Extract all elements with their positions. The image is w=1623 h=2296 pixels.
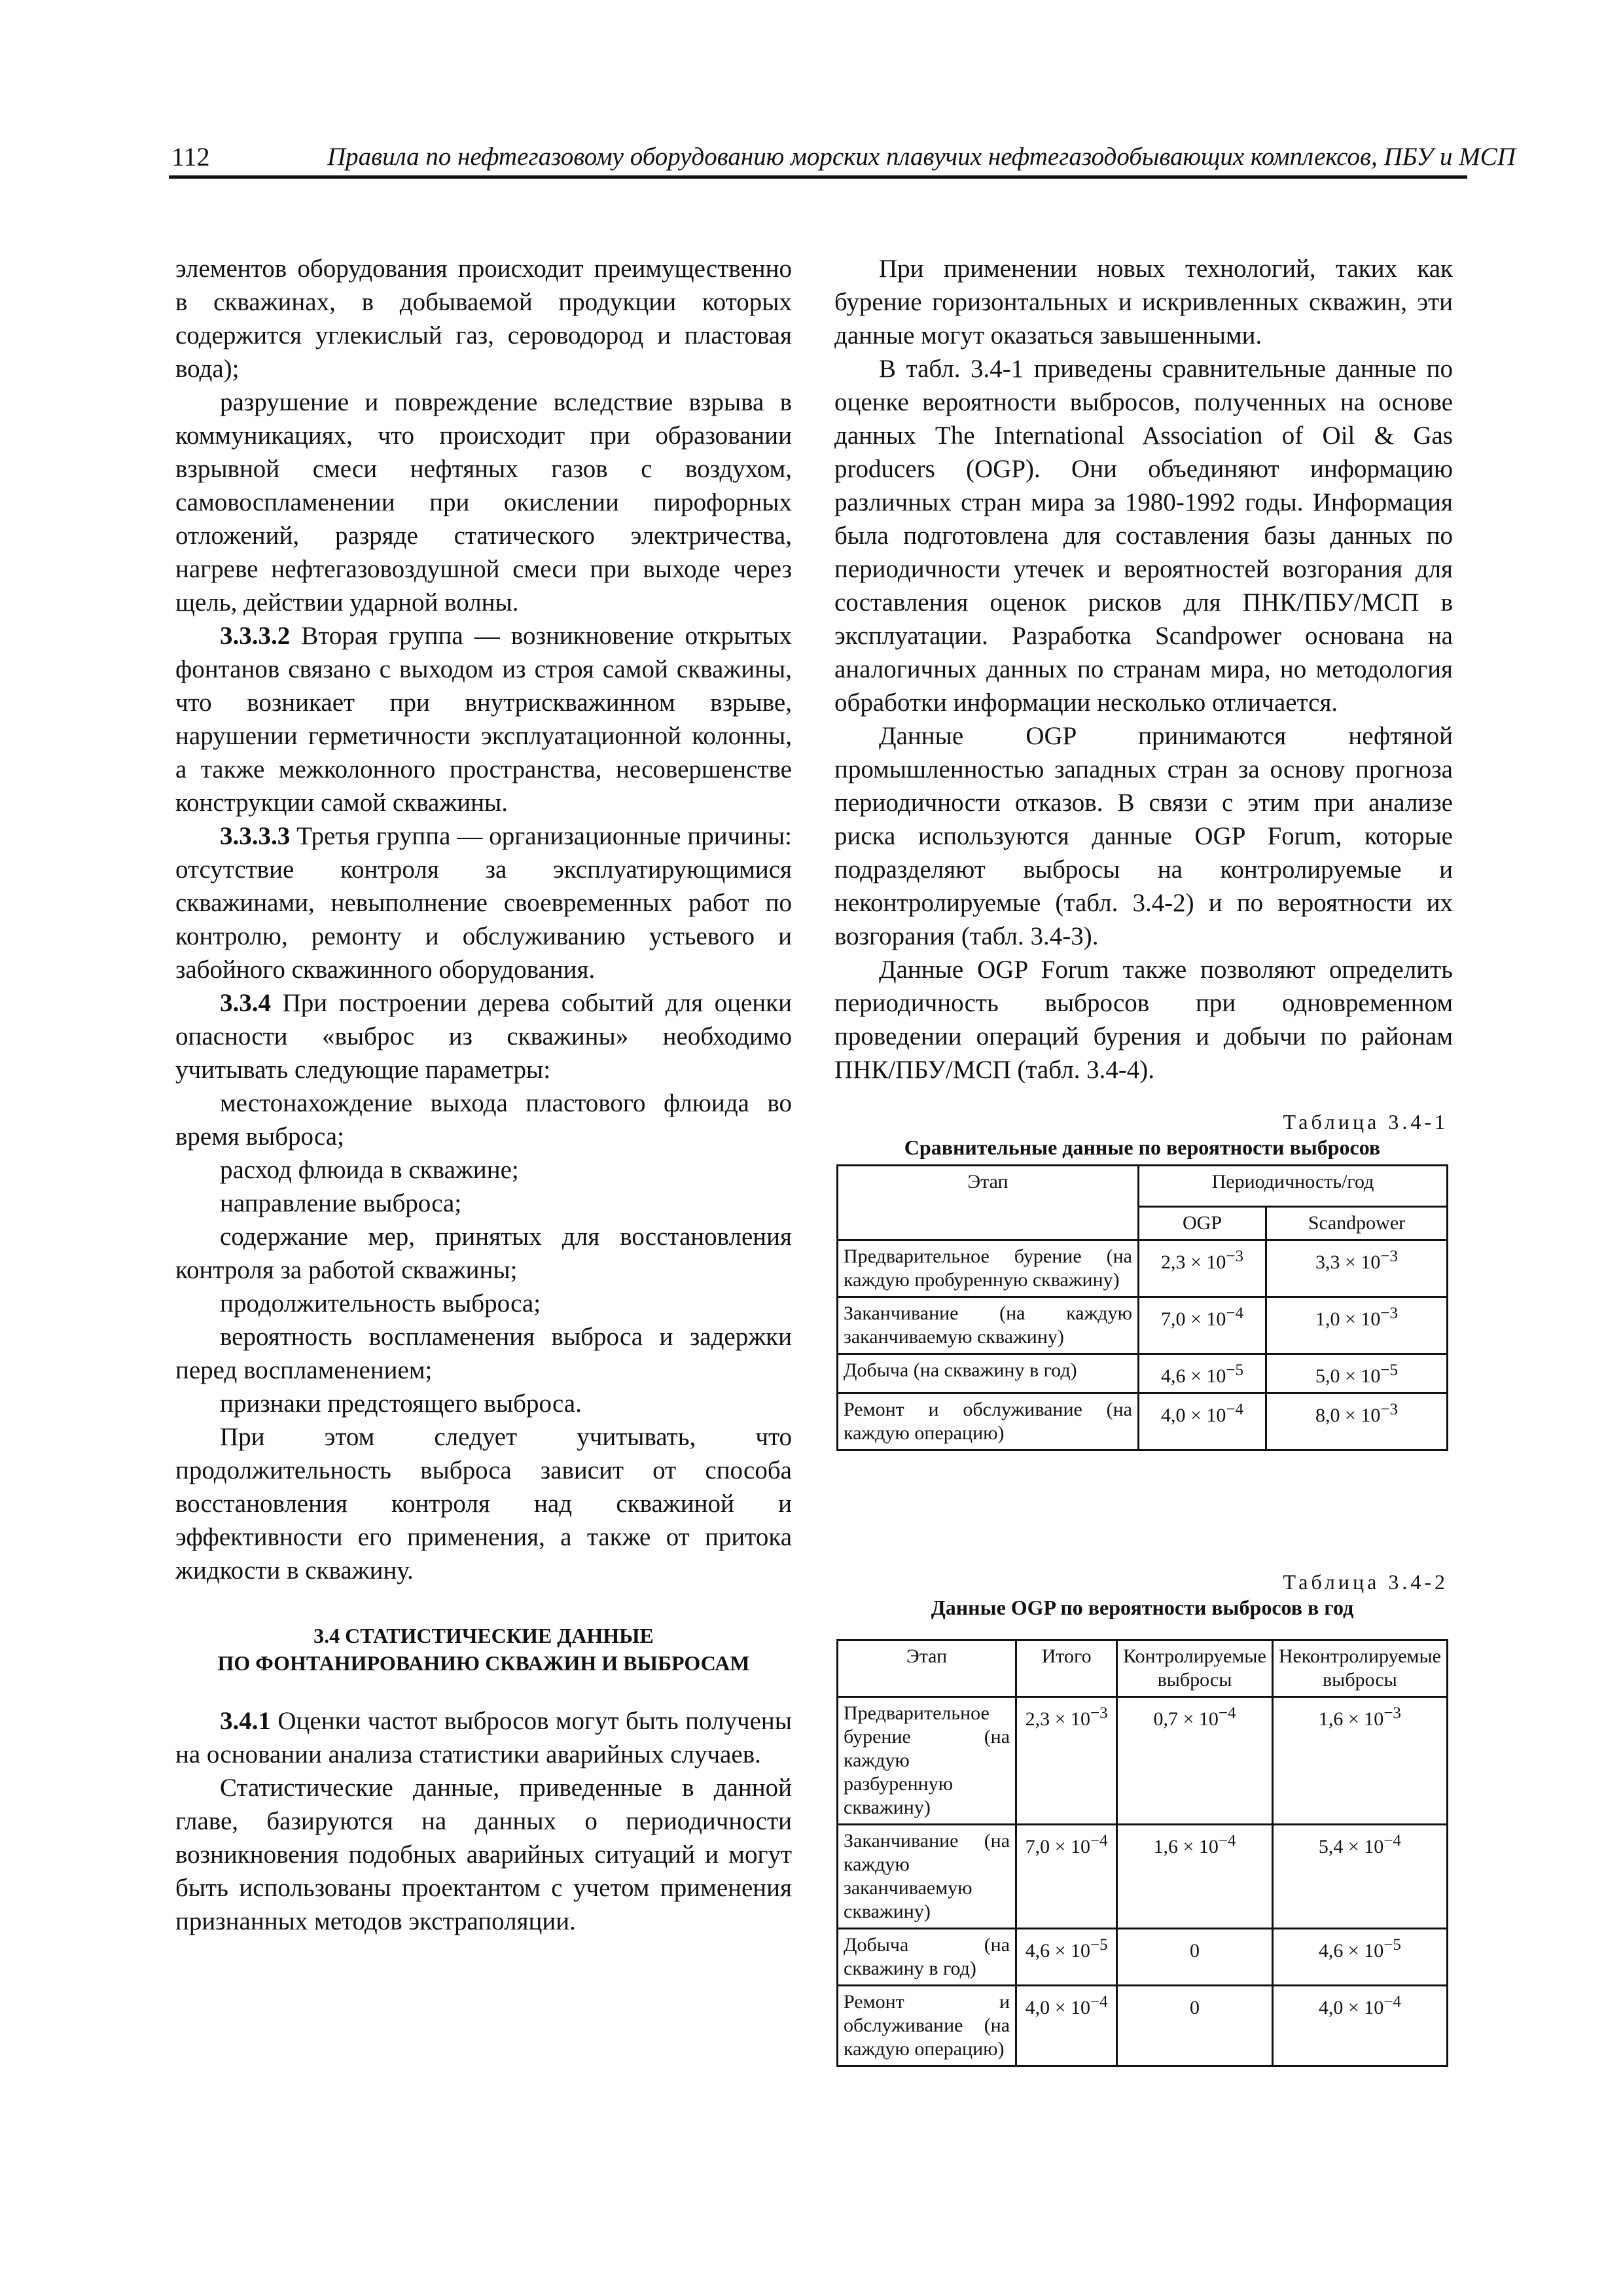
header-cell: Scandpower bbox=[1266, 1207, 1448, 1240]
table-row bbox=[838, 1697, 1448, 1825]
section-block bbox=[175, 1622, 792, 1938]
value-base: 1,6 × 10 bbox=[1153, 1836, 1219, 1857]
value-base: 1,6 × 10 bbox=[1318, 1708, 1384, 1730]
stage-cell: Добыча (на скважину в год) bbox=[838, 1354, 1139, 1393]
paragraph: разрушение и повреждение вследствие взрыва в коммуникациях, что происходит при образовании взрывной смеси нефтяных газов с воздухом, самовоспламенении при окислении пирофорных отложений, разряде статического электричества, нагреве нефтегазовоздушной смеси при выходе через щель, действии ударной волны. bbox=[175, 388, 792, 617]
right-column bbox=[834, 252, 1453, 1086]
list-item: продолжительность выброса; bbox=[220, 1289, 541, 1318]
stage-cell: Добыча (на скважину в год) bbox=[838, 1929, 1016, 1986]
value-base: 4,0 × 10 bbox=[1025, 1997, 1090, 2018]
value-base: 4,6 × 10 bbox=[1025, 1940, 1090, 1962]
table-3-4-1 bbox=[836, 1164, 1448, 1451]
paragraph-text: Третья группа — организационные причины: отсутствие контроля за эксплуатирующимися скважинами, невыполнение своевременных работ по контролю, ремонту и обслуживанию устьевого и забойного скважинного оборудования. bbox=[175, 822, 792, 984]
paragraph-text: Вторая группа — возникновение открытых фонтанов связано с выходом из строя самой скважины, что возникает при внутрискважинном взрыве, нарушении герметичности эксплуатационной колонны, а также межколонного пространства, несовершенстве конструкции самой скважины. bbox=[175, 622, 792, 817]
value-base: 7,0 × 10 bbox=[1025, 1836, 1090, 1857]
list-item: содержание мер, принятых для восстановления контроля за работой скважины; bbox=[175, 1223, 792, 1284]
running-title: Правила по нефтегазовому оборудованию морских плавучих нефтегазодобывающих комплексов, ПБУ и МСП bbox=[327, 143, 1516, 171]
table-header-row bbox=[838, 1166, 1448, 1207]
value-base: 3,3 × 10 bbox=[1315, 1251, 1381, 1273]
value-base: 4,0 × 10 bbox=[1160, 1405, 1226, 1426]
value-exponent: −4 bbox=[1218, 1832, 1236, 1850]
paragraph bbox=[175, 619, 792, 819]
value-exponent: −3 bbox=[1380, 1304, 1399, 1322]
clause-number: 3.3.3.3 bbox=[220, 822, 291, 850]
header-cell: Контролируемые выбросы bbox=[1117, 1640, 1273, 1697]
value-base: 5,0 × 10 bbox=[1315, 1365, 1381, 1387]
value-base: 2,3 × 10 bbox=[1160, 1251, 1226, 1273]
stage-cell: Предварительное бурение (на каждую разбуренную скважину) bbox=[838, 1697, 1016, 1825]
table-row bbox=[838, 1929, 1448, 1986]
value-exponent: −5 bbox=[1380, 1361, 1399, 1379]
value-cell bbox=[1117, 1825, 1273, 1929]
left-column bbox=[175, 252, 792, 1587]
value-cell bbox=[1016, 1986, 1117, 2066]
value-cell bbox=[1117, 1986, 1273, 2066]
paragraph: элементов оборудования происходит преимущественно в скважинах, в добываемой продукции которых содержится углекислый газ, сероводород и пластовая вода); bbox=[175, 255, 792, 383]
list-item: вероятность воспламенения выброса и задержки перед воспламенением; bbox=[175, 1323, 792, 1384]
table-row bbox=[838, 1297, 1448, 1354]
table-row bbox=[838, 1825, 1448, 1929]
value-exponent: −3 bbox=[1383, 1704, 1401, 1722]
paragraph: Статистические данные, приведенные в данной главе, базируются на данных о периодичности возникновения подобных аварийных ситуаций и могут быть использованы проектантом с учетом применения признанных методов экстраполяции. bbox=[175, 1774, 792, 1935]
paragraph bbox=[175, 819, 792, 986]
table-label: Таблица 3.4-1 bbox=[1283, 1110, 1448, 1134]
value-base: 4,0 × 10 bbox=[1318, 1997, 1384, 2018]
value-exponent: −3 bbox=[1090, 1704, 1108, 1722]
clause-number: 3.4.1 bbox=[220, 1707, 271, 1735]
value-base: 4,6 × 10 bbox=[1318, 1940, 1384, 1962]
paragraph: В табл. 3.4-1 приведены сравнительные данные по оценке вероятности выбросов, полученных на основе данных The International Association of Oil & Gas producers (OGP). Они объединяют информацию различных стран мира за 1980-1992 годы. Информация была подготовлена для составления базы данных по периодичности утечек и вероятностей возгорания для составления оценок рисков для ПНК/ПБУ/МСП в эксплуатации. Разработка Scandpower основана на аналогичных данных по странам мира, но методология обработки информации несколько отличается. bbox=[834, 355, 1453, 717]
value-base: 7,0 × 10 bbox=[1160, 1308, 1226, 1330]
clause-number: 3.3.3.2 bbox=[220, 622, 291, 650]
value-exponent: −4 bbox=[1226, 1401, 1244, 1418]
stage-cell: Ремонт и обслуживание (на каждую операцию) bbox=[838, 1986, 1016, 2066]
value-base: 1,0 × 10 bbox=[1315, 1308, 1381, 1330]
value-exponent: −4 bbox=[1090, 1993, 1108, 2011]
value-base: 0 bbox=[1189, 1940, 1200, 1962]
value-exponent: −5 bbox=[1226, 1361, 1244, 1379]
value-exponent: −5 bbox=[1383, 1936, 1401, 1954]
stage-cell: Предварительное бурение (на каждую пробуренную скважину) bbox=[838, 1240, 1139, 1297]
paragraph-text: Оценки частот выбросов могут быть получены на основании анализа статистики аварийных случаев. bbox=[175, 1707, 792, 1768]
value-base: 5,4 × 10 bbox=[1318, 1836, 1384, 1857]
list-item: местонахождение выхода пластового флюида во время выброса; bbox=[175, 1089, 792, 1151]
value-cell bbox=[1272, 1929, 1447, 1986]
table-3-4-2 bbox=[836, 1639, 1448, 2067]
value-cell bbox=[1139, 1354, 1266, 1393]
section-title: 3.4 СТАТИСТИЧЕСКИЕ ДАННЫЕ bbox=[313, 1624, 654, 1647]
page-number: 112 bbox=[171, 142, 210, 171]
value-exponent: −3 bbox=[1226, 1247, 1244, 1265]
value-cell bbox=[1266, 1240, 1448, 1297]
value-base: 4,6 × 10 bbox=[1160, 1365, 1226, 1387]
value-base: 0 bbox=[1189, 1997, 1200, 2018]
value-cell bbox=[1266, 1354, 1448, 1393]
value-cell bbox=[1139, 1393, 1266, 1450]
header-cell: Итого bbox=[1016, 1640, 1117, 1697]
table-row bbox=[838, 1393, 1448, 1450]
stage-cell: Заканчивание (на каждую заканчиваемую скважину) bbox=[838, 1825, 1016, 1929]
header-cell: Неконтролируемые выбросы bbox=[1272, 1640, 1447, 1697]
clause-number: 3.3.4 bbox=[220, 989, 271, 1017]
value-exponent: −4 bbox=[1218, 1704, 1236, 1722]
value-base: 0,7 × 10 bbox=[1153, 1708, 1219, 1730]
stage-cell: Заканчивание (на каждую заканчиваемую скважину) bbox=[838, 1297, 1139, 1354]
paragraph: Данные OGP Forum также позволяют определить периодичность выбросов при одновременном проведении операций бурения и добычи по районам ПНК/ПБУ/МСП (табл. 3.4-4). bbox=[834, 956, 1453, 1084]
value-cell bbox=[1139, 1240, 1266, 1297]
paragraph bbox=[175, 1704, 792, 1771]
table-row bbox=[838, 1986, 1448, 2066]
section-title: ПО ФОНТАНИРОВАНИЮ СКВАЖИН И ВЫБРОСАМ bbox=[217, 1651, 750, 1675]
value-cell bbox=[1272, 1825, 1447, 1929]
value-cell bbox=[1266, 1393, 1448, 1450]
table-header-row bbox=[838, 1640, 1448, 1697]
paragraph: При применении новых технологий, таких как бурение горизонтальных и искривленных скважин, эти данные могут оказаться завышенными. bbox=[834, 255, 1453, 350]
value-cell bbox=[1016, 1697, 1117, 1825]
header-cell: OGP bbox=[1139, 1207, 1266, 1240]
list-item: направление выброса; bbox=[220, 1189, 462, 1217]
table-label: Таблица 3.4-2 bbox=[1283, 1570, 1448, 1594]
table-3-4-1-block bbox=[836, 1109, 1448, 1451]
table-row bbox=[838, 1240, 1448, 1297]
list-item: расход флюида в скважине; bbox=[220, 1156, 519, 1184]
value-cell bbox=[1272, 1986, 1447, 2066]
table-caption: Сравнительные данные по вероятности выбросов bbox=[904, 1136, 1381, 1159]
value-cell bbox=[1016, 1929, 1117, 1986]
header-rule bbox=[169, 175, 1467, 179]
value-exponent: −4 bbox=[1383, 1993, 1401, 2011]
value-exponent: −3 bbox=[1380, 1401, 1399, 1418]
value-cell bbox=[1117, 1929, 1273, 1986]
header-cell: Этап bbox=[838, 1166, 1139, 1240]
value-exponent: −4 bbox=[1226, 1304, 1244, 1322]
value-cell bbox=[1139, 1297, 1266, 1354]
paragraph: Данные OGP принимаются нефтяной промышленностью западных стран за основу прогноза периодичности отказов. В связи с этим при анализе риска используются данные OGP Forum, которые подразделяют выбросы на контролируемые и неконтролируемые (табл. 3.4-2) и по вероятности их возгорания (табл. 3.4-3). bbox=[834, 722, 1453, 950]
paragraph-text: При построении дерева событий для оценки опасности «выброс из скважины» необходимо учитывать следующие параметры: bbox=[175, 989, 792, 1084]
value-exponent: −4 bbox=[1383, 1832, 1401, 1850]
paragraph: При этом следует учитывать, что продолжительность выброса зависит от способа восстановления контроля над скважиной и эффективности его применения, а также от притока жидкости в скважину. bbox=[175, 1423, 792, 1585]
value-exponent: −3 bbox=[1380, 1247, 1399, 1265]
header-cell: Этап bbox=[838, 1640, 1016, 1697]
value-base: 8,0 × 10 bbox=[1315, 1405, 1381, 1426]
value-exponent: −5 bbox=[1090, 1936, 1108, 1954]
table-row bbox=[838, 1354, 1448, 1393]
value-cell bbox=[1117, 1697, 1273, 1825]
table-caption: Данные OGP по вероятности выбросов в год bbox=[931, 1596, 1354, 1619]
value-exponent: −4 bbox=[1090, 1832, 1108, 1850]
stage-cell: Ремонт и обслуживание (на каждую операцию) bbox=[838, 1393, 1139, 1450]
value-cell bbox=[1016, 1825, 1117, 1929]
paragraph bbox=[175, 986, 792, 1086]
header-cell: Периодичность/год bbox=[1139, 1166, 1448, 1207]
table-3-4-2-block bbox=[836, 1570, 1448, 2067]
list-item: признаки предстоящего выброса. bbox=[220, 1390, 582, 1418]
value-cell bbox=[1272, 1697, 1447, 1825]
value-cell bbox=[1266, 1297, 1448, 1354]
value-base: 2,3 × 10 bbox=[1025, 1708, 1090, 1730]
